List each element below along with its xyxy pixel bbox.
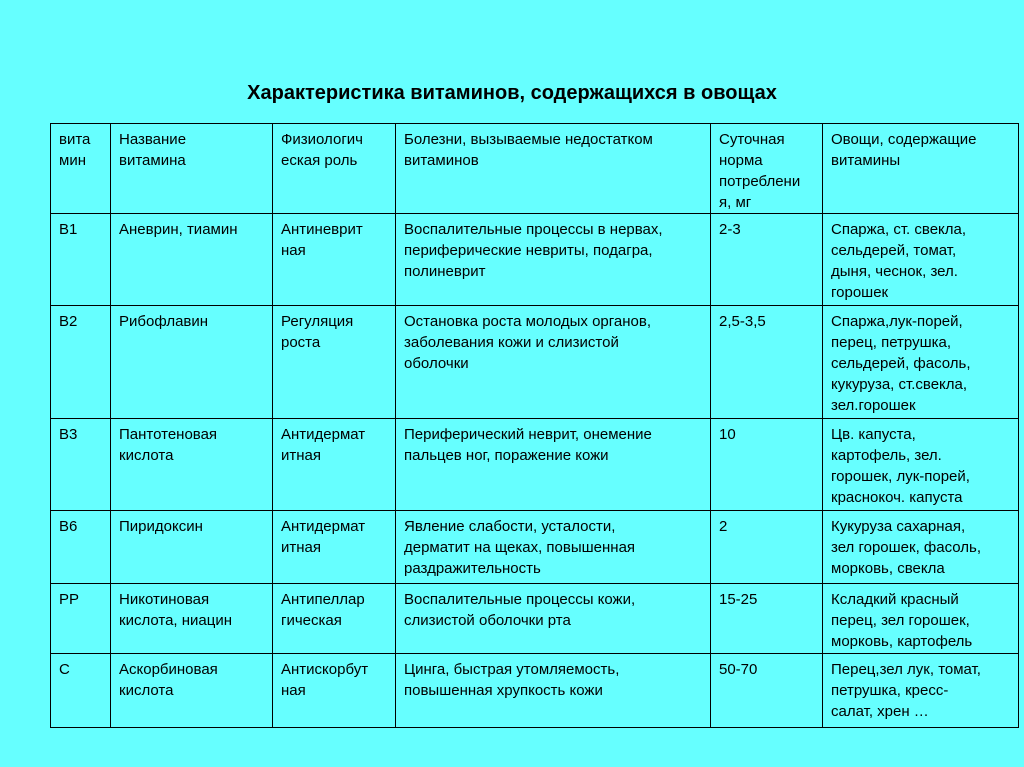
cell-daily-norm: 2,5-3,5 xyxy=(711,306,823,419)
table-row xyxy=(51,654,1019,728)
cell-diseases: Явление слабости, усталости, дерматит на щеках, повышенная раздражительность xyxy=(396,511,711,584)
cell-name: Никотиновая кислота, ниацин xyxy=(111,584,273,654)
cell-name: Аневрин, тиамин xyxy=(111,214,273,306)
cell-vitamin: B6 xyxy=(51,511,111,584)
table-row xyxy=(51,511,1019,584)
cell-diseases: Воспалительные процессы в нервах, периферические невриты, подагра, полиневрит xyxy=(396,214,711,306)
table-row xyxy=(51,306,1019,419)
cell-vegetables: Спаржа, ст. свекла, сельдерей, томат, дыня, чеснок, зел. горошек xyxy=(823,214,1019,306)
vitamins-table xyxy=(50,123,1019,728)
cell-daily-norm: 50-70 xyxy=(711,654,823,728)
cell-vegetables: Кукуруза сахарная, зел горошек, фасоль, морковь, свекла xyxy=(823,511,1019,584)
cell-diseases: Периферический неврит, онемение пальцев ног, поражение кожи xyxy=(396,419,711,511)
cell-role: Антидермат итная xyxy=(273,511,396,584)
cell-daily-norm: 2-3 xyxy=(711,214,823,306)
header-role: Физиологич еская роль xyxy=(273,124,396,214)
header-vitamin: вита мин xyxy=(51,124,111,214)
cell-name: Рибофлавин xyxy=(111,306,273,419)
table-header-row xyxy=(51,124,1019,214)
cell-vitamin: PP xyxy=(51,584,111,654)
table-row xyxy=(51,419,1019,511)
cell-diseases: Цинга, быстрая утомляемость, повышенная хрупкость кожи xyxy=(396,654,711,728)
table-row xyxy=(51,584,1019,654)
cell-daily-norm: 2 xyxy=(711,511,823,584)
cell-daily-norm: 15-25 xyxy=(711,584,823,654)
cell-diseases: Воспалительные процессы кожи, слизистой оболочки рта xyxy=(396,584,711,654)
cell-name: Пиридоксин xyxy=(111,511,273,584)
cell-daily-norm: 10 xyxy=(711,419,823,511)
cell-name: Пантотеновая кислота xyxy=(111,419,273,511)
cell-role: Антискорбут ная xyxy=(273,654,396,728)
cell-vitamin: C xyxy=(51,654,111,728)
cell-vegetables: Спаржа,лук-порей, перец, петрушка, сельдерей, фасоль, кукуруза, ст.свекла, зел.горошек xyxy=(823,306,1019,419)
cell-role: Антидермат итная xyxy=(273,419,396,511)
cell-role: Регуляция роста xyxy=(273,306,396,419)
header-vegetables: Овощи, содержащие витамины xyxy=(823,124,1019,214)
table-row xyxy=(51,214,1019,306)
page-title: Характеристика витаминов, содержащихся в овощах xyxy=(247,82,777,104)
cell-vegetables: Ксладкий красный перец, зел горошек, морковь, картофель xyxy=(823,584,1019,654)
header-daily-norm: Суточная норма потреблени я, мг xyxy=(711,124,823,214)
cell-name: Аскорбиновая кислота xyxy=(111,654,273,728)
header-diseases: Болезни, вызываемые недостатком витаминов xyxy=(396,124,711,214)
cell-diseases: Остановка роста молодых органов, заболевания кожи и слизистой оболочки xyxy=(396,306,711,419)
cell-vitamin: B1 xyxy=(51,214,111,306)
cell-vegetables: Цв. капуста, картофель, зел. горошек, лук-порей, краснокоч. капуста xyxy=(823,419,1019,511)
cell-vitamin: B3 xyxy=(51,419,111,511)
cell-role: Антиневрит ная xyxy=(273,214,396,306)
cell-role: Антипеллар гическая xyxy=(273,584,396,654)
cell-vitamin: B2 xyxy=(51,306,111,419)
header-name: Название витамина xyxy=(111,124,273,214)
cell-vegetables: Перец,зел лук, томат, петрушка, кресс- салат, хрен … xyxy=(823,654,1019,728)
